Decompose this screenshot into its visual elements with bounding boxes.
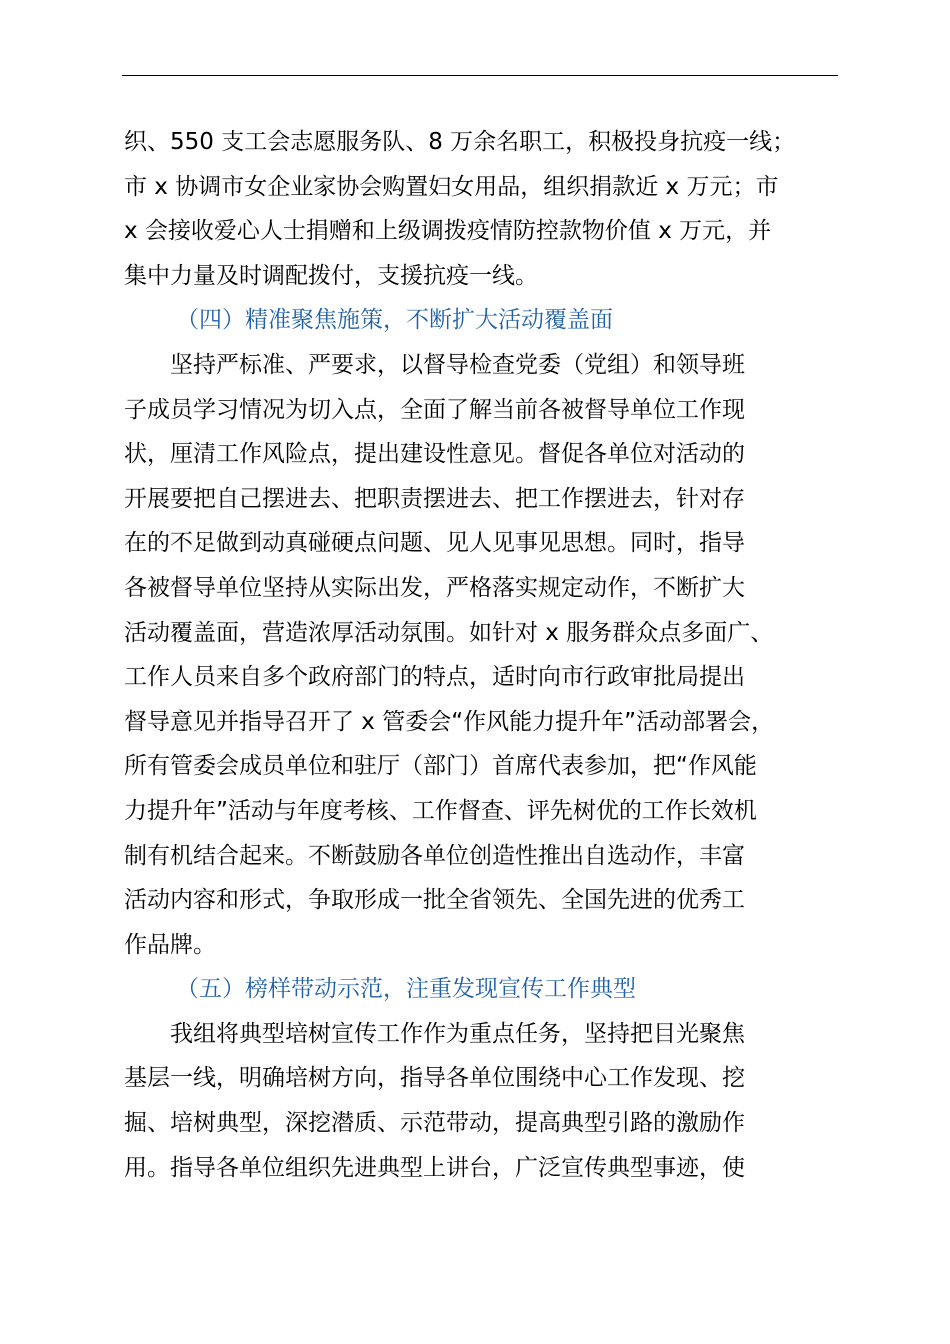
text-line: 各被督导单位坚持从实际出发，严格落实规定动作，不断扩大 <box>124 574 745 601</box>
section-heading-5: （五）榜样带动示范，注重发现宣传工作典型 <box>176 976 636 1003</box>
text-line: 作品牌。 <box>124 931 216 958</box>
text-line: 坚持严标准、严要求，以督导检查党委（党组）和领导班 <box>170 351 745 378</box>
text-line: 制有机结合起来。不断鼓励各单位创造性推出自选动作，丰富 <box>124 842 745 869</box>
text-line: 力提升年”活动与年度考核、工作督查、评先树优的工作长效机 <box>124 797 757 824</box>
text-line: 掘、培树典型，深挖潜质、示范带动，提高典型引路的激励作 <box>124 1110 745 1137</box>
text-line: 开展要把自己摆进去、把职责摆进去、把工作摆进去，针对存 <box>124 485 745 512</box>
header-rule <box>122 75 838 76</box>
text-line: x 会接收爱心人士捐赠和上级调拨疫情防控款物价值 x 万元，并 <box>124 218 772 245</box>
document-body <box>124 120 858 1190</box>
text-line: 基层一线，明确培树方向，指导各单位围绕中心工作发现、挖 <box>124 1065 745 1092</box>
text-line: 督导意见并指导召开了 x 管委会“作风能力提升年”活动部署会， <box>124 708 775 735</box>
text-line: 活动覆盖面，营造浓厚活动氛围。如针对 x 服务群众点多面广、 <box>124 619 774 646</box>
text-line: 所有管委会成员单位和驻厅（部门）首席代表参加，把“作风能 <box>124 753 757 780</box>
text-line: 我组将典型培树宣传工作作为重点任务，坚持把目光聚焦 <box>170 1020 745 1047</box>
text-line: 用。指导各单位组织先进典型上讲台，广泛宣传典型事迹，使 <box>124 1154 745 1181</box>
text-line: 子成员学习情况为切入点，全面了解当前各被督导单位工作现 <box>124 396 745 423</box>
text-line: 织、550 支工会志愿服务队、8 万余名职工，积极投身抗疫一线； <box>124 129 796 155</box>
text-line: 工作人员来自多个政府部门的特点，适时向市行政审批局提出 <box>124 664 745 691</box>
text-line: 活动内容和形式，争取形成一批全省领先、全国先进的优秀工 <box>124 887 745 914</box>
text-line: 在的不足做到动真碰硬点问题、见人见事见思想。同时，指导 <box>124 530 745 557</box>
section-heading-4: （四）精准聚焦施策，不断扩大活动覆盖面 <box>176 307 613 334</box>
text-line: 市 x 协调市女企业家协会购置妇女用品，组织捐款近 x 万元；市 <box>124 173 779 200</box>
text-line: 状，厘清工作风险点，提出建设性意见。督促各单位对活动的 <box>124 441 745 468</box>
text-line: 集中力量及时调配拨付，支援抗疫一线。 <box>124 262 538 289</box>
